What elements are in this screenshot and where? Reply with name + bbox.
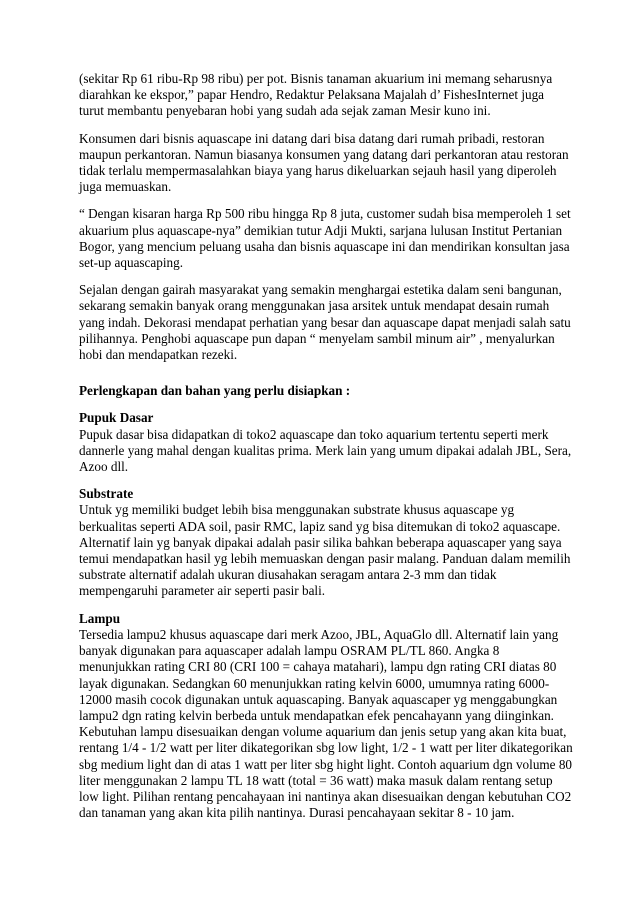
text-line: substrate alternatif adalah ukuran diusahakan seragam antara 2-3 mm dan tidak [79,567,497,583]
text-line: Pupuk dasar bisa didapatkan di toko2 aquascape dan toko aquarium tertentu seperti merk [79,426,549,442]
text-line: Bogor, yang mencium peluang usaha dan bisnis aquascape ini dan mendirikan konsultan jasa [79,238,570,254]
section-lampu [79,611,579,822]
text-line: (sekitar Rp 61 ribu-Rp 98 ribu) per pot. Bisnis tanaman akuarium ini memang seharusnya [79,71,553,86]
section-heading: Pupuk Dasar [79,410,154,426]
text-line: layak digunakan. Sedangkan 60 menunjukkan rating kelvin 6000, umumnya rating 6000- [79,675,550,691]
text-line: rentang 1/4 - 1/2 watt per liter dikategorikan sbg low light, 1/2 - 1 watt per liter dikategorikan [79,740,573,756]
text-line: Konsumen dari bisnis aquascape ini datang dari bisa datang dari rumah pribadi, restoran [79,130,545,146]
text-line: hobi dan mendapatkan rezeki. [79,347,238,363]
text-line: temui mendapatkan hasil yg lebih memuaskan dengan pasir malang. Panduan dalam memilih [79,551,571,567]
text-line: liter menggunakan 2 lampu TL 18 watt (total = 36 watt) maka masuk dalam rentang setup [79,772,553,788]
text-line: sekarang semakin banyak orang menggunakan jasa arsitek untuk mendapat desain rumah [79,298,550,314]
section-title: Perlengkapan dan bahan yang perlu disiapkan : [79,383,351,399]
paragraph-2 [79,131,579,196]
text-line: pilihannya. Penghobi aquascape pun dapan “ menyelam sambil minum air” , menyalurkan [79,330,555,346]
section-substrate [79,486,579,599]
text-line: akuarium plus aquascape-nya” demikian tutur Adji Mukti, sarjana lulusan Institut Pertanian [79,222,563,238]
text-line: sbg medium light dan di atas 1 watt per liter sbg hight light. Contoh aquarium dgn volume 80 [79,756,573,772]
text-line: Alternatif lain yg banyak dipakai adalah pasir silika bahkan beberapa aquascaper yang saya [79,534,562,550]
text-line: 12000 masih cocok digunakan untuk aquascaping. Banyak aquascaper yg menggabungkan [79,691,558,707]
text-line: Sejalan dengan gairah masyarakat yang semakin menghargai estetika dalam seni bangunan, [79,282,562,298]
text-line: lampu2 dgn rating kelvin berbeda untuk mendapatkan efek pencahayann yang diinginkan. [79,707,554,723]
text-line: Untuk yg memiliki budget lebih bisa menggunakan substrate khusus aquascape yg [79,502,515,518]
text-line: menunjukkan rating CRI 80 (CRI 100 = cahaya matahari), lampu dgn rating CRI diatas 80 [79,659,557,675]
text-line: yang indah. Dekorasi mendapat perhatian yang besar dan aquascape dapat menjadi salah satu [79,314,571,330]
text-line: turut membantu penyebaran hobi yang sudah ada sejak zaman Mesir kuno ini. [79,103,491,119]
text-line: set-up aquascaping. [79,255,183,271]
text-line: banyak digunakan para aquascaper adalah lampu OSRAM PL/TL 860. Angka 8 [79,643,500,659]
text-line: dan tanaman yang akan kita pilih nantinya. Durasi pencahayaan sekitar 8 - 10 jam. [79,805,515,821]
paragraph-1 [79,71,579,120]
section-pupuk-dasar [79,410,579,475]
text-line: diarahkan ke ekspor,” papar Hendro, Redaktur Pelaksana Majalah d’ FishesInternet juga [79,87,545,103]
section-heading: Substrate [79,486,134,502]
text-line: dannerle yang mahal dengan kualitas prima. Merk lain yang umum dipakai adalah JBL, Sera, [79,442,572,458]
text-line: tidak terlalu mempermasalahkan biaya yang harus dikeluarkan sejauh hasil yang diperoleh [79,163,557,179]
paragraph-4 [79,282,579,363]
text-line: low light. Pilihan rentang pencahayaan ini nantinya akan disesuaikan dengan kebutuhan CO2 [79,788,572,804]
text-line: Tersedia lampu2 khusus aquascape dari merk Azoo, JBL, AquaGlo dll. Alternatif lain yang [79,626,559,642]
text-line: juga memuaskan. [79,179,172,195]
text-line: “ Dengan kisaran harga Rp 500 ribu hingga Rp 8 juta, customer sudah bisa memperoleh 1 set [79,206,571,222]
document-body [79,71,579,832]
text-line: Azoo dll. [79,459,129,475]
text-line: maupun perkantoran. Namun biasanya konsumen yang datang dari perkantoran atau restoran [79,146,569,162]
text-line: Kebutuhan lampu disesuaikan dengan volume aquarium dan jenis setup yang akan kita buat, [79,724,567,740]
text-line: berkualitas seperti ADA soil, pasir RMC, lapiz sand yg bisa ditemukan di toko2 aquascape. [79,518,561,534]
text-line: mempengaruhi parameter air seperti pasir bali. [79,583,326,599]
section-heading: Lampu [79,610,121,626]
paragraph-3 [79,206,579,271]
